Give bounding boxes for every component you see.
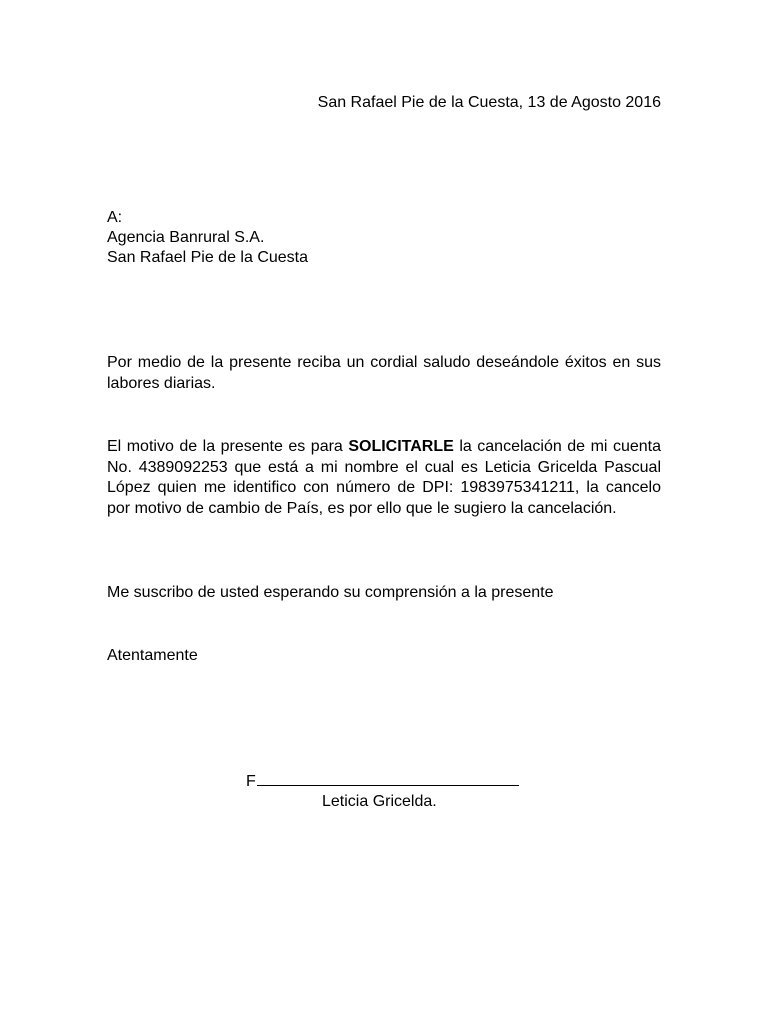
recipient-prefix: A: — [107, 209, 123, 226]
recipient-name: Agencia Banrural S.A. — [107, 229, 265, 246]
request-paragraph — [107, 437, 661, 519]
signature-name: Leticia Gricelda. — [322, 793, 437, 810]
greeting-paragraph: Por medio de la presente reciba un cordial saludo deseándole éxitos en sus labores diarias. — [107, 354, 661, 392]
signature-prefix: F — [246, 773, 256, 790]
request-text-start: El motivo de la presente es para — [107, 438, 349, 455]
signature-rule — [257, 770, 519, 786]
recipient-location: San Rafael Pie de la Cuesta — [107, 249, 309, 266]
signature-line — [246, 770, 519, 792]
recipient-block — [107, 208, 308, 268]
request-text-end: la cancelación de mi cuenta No. 4389092253 que está a mi nombre el cual es Leticia Gricelda Pascual López quien me identifico con número de DPI: 1983975341211, la cancelo por motivo de cambio de País, es por ello que le sugiero la cancelación. — [107, 438, 662, 517]
request-emphasis: SOLICITARLE — [348, 438, 454, 455]
date-line: San Rafael Pie de la Cuesta, 13 de Agosto 2016 — [317, 94, 661, 111]
closing-salutation: Atentamente — [107, 647, 198, 664]
closing-paragraph: Me suscribo de usted esperando su comprensión a la presente — [107, 584, 554, 601]
